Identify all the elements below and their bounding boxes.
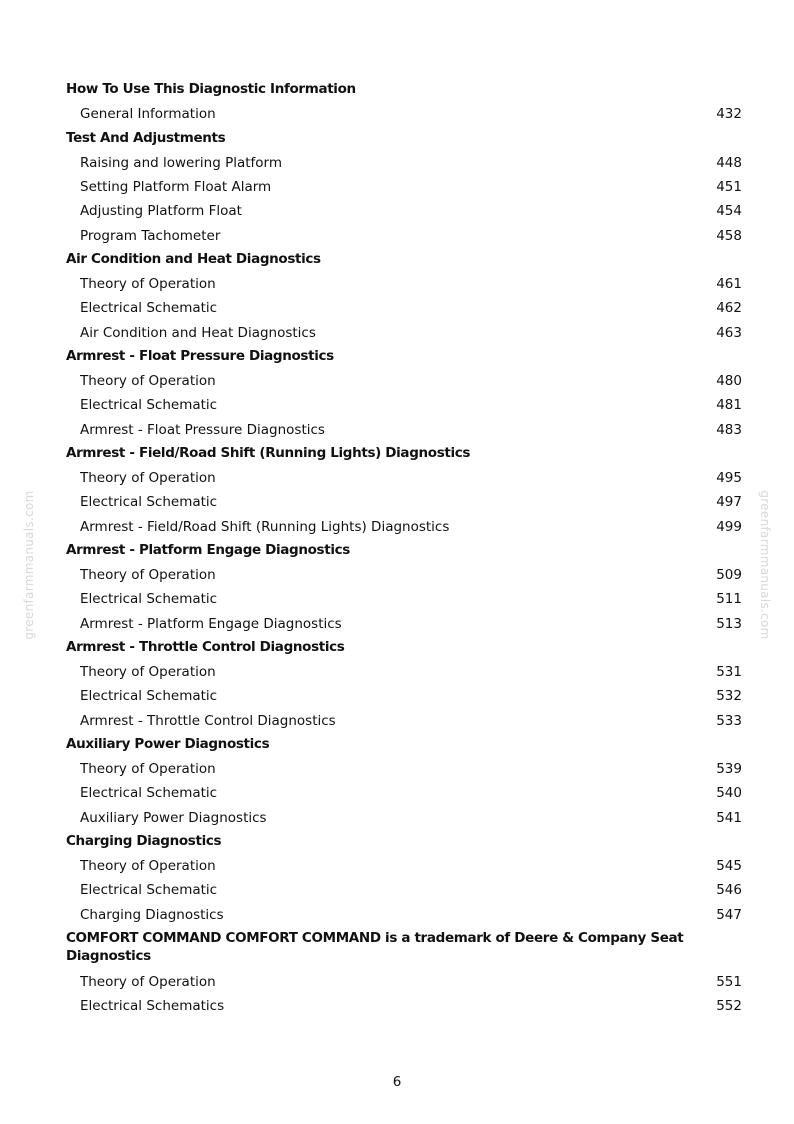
page-number: 6 bbox=[392, 1074, 402, 1090]
toc-entry-page-number: 483 bbox=[716, 421, 742, 438]
toc-section-title: Air Condition and Heat Diagnostics bbox=[66, 250, 321, 267]
toc-entry[interactable] bbox=[66, 878, 742, 902]
toc-entry[interactable] bbox=[66, 490, 742, 514]
toc-section-title: Armrest - Field/Road Shift (Running Lights) Diagnostics bbox=[66, 444, 471, 461]
toc-section bbox=[66, 127, 742, 248]
toc-section bbox=[66, 442, 742, 539]
toc-entry-label: General Information bbox=[80, 106, 216, 123]
toc-entry[interactable] bbox=[66, 684, 742, 708]
toc-entry-page-number: 540 bbox=[716, 785, 742, 802]
watermark-left: greenfarmmanuals.com bbox=[22, 490, 36, 640]
toc-section-title: Auxiliary Power Diagnostics bbox=[66, 735, 270, 752]
toc-entry-label: Adjusting Platform Float bbox=[80, 203, 242, 220]
toc-entry-label: Electrical Schematics bbox=[80, 997, 225, 1014]
toc-entry-page-number: 499 bbox=[716, 518, 742, 535]
toc-entry-label: Theory of Operation bbox=[80, 276, 216, 293]
toc-entry[interactable] bbox=[66, 781, 742, 805]
toc-entry[interactable] bbox=[66, 393, 742, 417]
toc-entry-page-number: 545 bbox=[716, 858, 742, 875]
toc-entry[interactable] bbox=[66, 806, 742, 830]
toc-entry[interactable] bbox=[66, 994, 742, 1018]
toc-entry-label: Electrical Schematic bbox=[80, 494, 218, 511]
toc-entry-page-number: 481 bbox=[716, 397, 742, 414]
toc-entry-label: Electrical Schematic bbox=[80, 785, 218, 802]
toc-entry-page-number: 551 bbox=[716, 973, 742, 990]
toc-entry-page-number: 513 bbox=[716, 615, 742, 632]
toc-entry-label: Theory of Operation bbox=[80, 567, 216, 584]
toc-entry[interactable] bbox=[66, 757, 742, 781]
toc-entry-page-number: 480 bbox=[716, 373, 742, 390]
toc-entry[interactable] bbox=[66, 321, 742, 345]
toc-entry-page-number: 552 bbox=[716, 997, 742, 1014]
toc-section bbox=[66, 733, 742, 830]
toc-section bbox=[66, 539, 742, 636]
toc-entry[interactable] bbox=[66, 587, 742, 611]
toc-entry-page-number: 461 bbox=[716, 276, 742, 293]
toc-entry[interactable] bbox=[66, 515, 742, 539]
toc-entry-page-number: 448 bbox=[716, 154, 742, 171]
toc-entry[interactable] bbox=[66, 903, 742, 927]
toc-entry[interactable] bbox=[66, 466, 742, 490]
toc-entry-page-number: 463 bbox=[716, 324, 742, 341]
toc-entry[interactable] bbox=[66, 563, 742, 587]
toc-entry-page-number: 495 bbox=[716, 470, 742, 487]
toc-entry[interactable] bbox=[66, 102, 742, 126]
toc-entry-label: Theory of Operation bbox=[80, 761, 216, 778]
toc-entry-label: Electrical Schematic bbox=[80, 882, 218, 899]
toc-section bbox=[66, 927, 742, 1018]
toc-section-title: Armrest - Platform Engage Diagnostics bbox=[66, 541, 350, 558]
toc-entry-label: Armrest - Float Pressure Diagnostics bbox=[80, 421, 325, 438]
toc-entry[interactable] bbox=[66, 175, 742, 199]
toc-entry-page-number: 458 bbox=[716, 227, 742, 244]
toc-entry-label: Electrical Schematic bbox=[80, 397, 218, 414]
toc-section bbox=[66, 248, 742, 345]
toc-section-title: Charging Diagnostics bbox=[66, 832, 222, 849]
toc-entry[interactable] bbox=[66, 709, 742, 733]
toc-entry-label: Armrest - Field/Road Shift (Running Lights) Diagnostics bbox=[80, 518, 450, 535]
toc-section bbox=[66, 636, 742, 733]
toc-entry-label: Charging Diagnostics bbox=[80, 906, 224, 923]
toc-entry[interactable] bbox=[66, 369, 742, 393]
toc-section-title: Armrest - Throttle Control Diagnostics bbox=[66, 638, 345, 655]
toc-entry-page-number: 432 bbox=[716, 106, 742, 123]
toc-entry-label: Armrest - Platform Engage Diagnostics bbox=[80, 615, 342, 632]
toc-section bbox=[66, 345, 742, 442]
toc-entry-label: Theory of Operation bbox=[80, 373, 216, 390]
toc-entry-label: Program Tachometer bbox=[80, 227, 221, 244]
toc-entry[interactable] bbox=[66, 612, 742, 636]
toc-entry-label: Electrical Schematic bbox=[80, 300, 218, 317]
toc-entry-label: Theory of Operation bbox=[80, 470, 216, 487]
toc-entry-page-number: 546 bbox=[716, 882, 742, 899]
toc-entry-label: Electrical Schematic bbox=[80, 591, 218, 608]
watermark-right: greenfarmmanuals.com bbox=[758, 490, 772, 640]
toc-entry-page-number: 462 bbox=[716, 300, 742, 317]
toc-entry-label: Armrest - Throttle Control Diagnostics bbox=[80, 712, 336, 729]
toc-section-title: COMFORT COMMAND COMFORT COMMAND is a trademark of Deere & Company Seat Diagnostics bbox=[66, 929, 684, 965]
toc-entry-page-number: 547 bbox=[716, 906, 742, 923]
toc-entry-page-number: 541 bbox=[716, 809, 742, 826]
toc-section-title: Armrest - Float Pressure Diagnostics bbox=[66, 347, 334, 364]
toc-entry[interactable] bbox=[66, 224, 742, 248]
toc-entry-page-number: 497 bbox=[716, 494, 742, 511]
toc-entry-label: Raising and lowering Platform bbox=[80, 154, 283, 171]
toc-entry-page-number: 531 bbox=[716, 664, 742, 681]
toc-entry-label: Electrical Schematic bbox=[80, 688, 218, 705]
toc-section bbox=[66, 830, 742, 927]
toc-entry-label: Air Condition and Heat Diagnostics bbox=[80, 324, 316, 341]
toc-entry-page-number: 532 bbox=[716, 688, 742, 705]
toc-entry[interactable] bbox=[66, 660, 742, 684]
toc-entry[interactable] bbox=[66, 418, 742, 442]
toc-entry[interactable] bbox=[66, 970, 742, 994]
toc-entry-label: Auxiliary Power Diagnostics bbox=[80, 809, 267, 826]
toc-entry[interactable] bbox=[66, 199, 742, 223]
toc-section bbox=[66, 78, 742, 127]
toc-entry[interactable] bbox=[66, 854, 742, 878]
toc-entry-label: Theory of Operation bbox=[80, 973, 216, 990]
toc-entry-page-number: 539 bbox=[716, 761, 742, 778]
toc-section-title: How To Use This Diagnostic Information bbox=[66, 81, 356, 97]
toc-entry-label: Setting Platform Float Alarm bbox=[80, 179, 272, 196]
toc-section-title: Test And Adjustments bbox=[66, 129, 226, 146]
toc-entry[interactable] bbox=[66, 296, 742, 320]
toc-entry-page-number: 451 bbox=[716, 179, 742, 196]
toc-entry-label: Theory of Operation bbox=[80, 664, 216, 681]
toc-entry[interactable] bbox=[66, 151, 742, 175]
toc-entry-label: Theory of Operation bbox=[80, 858, 216, 875]
toc-entry-page-number: 509 bbox=[716, 567, 742, 584]
toc-entry[interactable] bbox=[66, 272, 742, 296]
toc-entry-page-number: 533 bbox=[716, 712, 742, 729]
toc-entry-page-number: 511 bbox=[716, 591, 742, 608]
table-of-contents bbox=[66, 78, 742, 1018]
toc-entry-page-number: 454 bbox=[716, 203, 742, 220]
